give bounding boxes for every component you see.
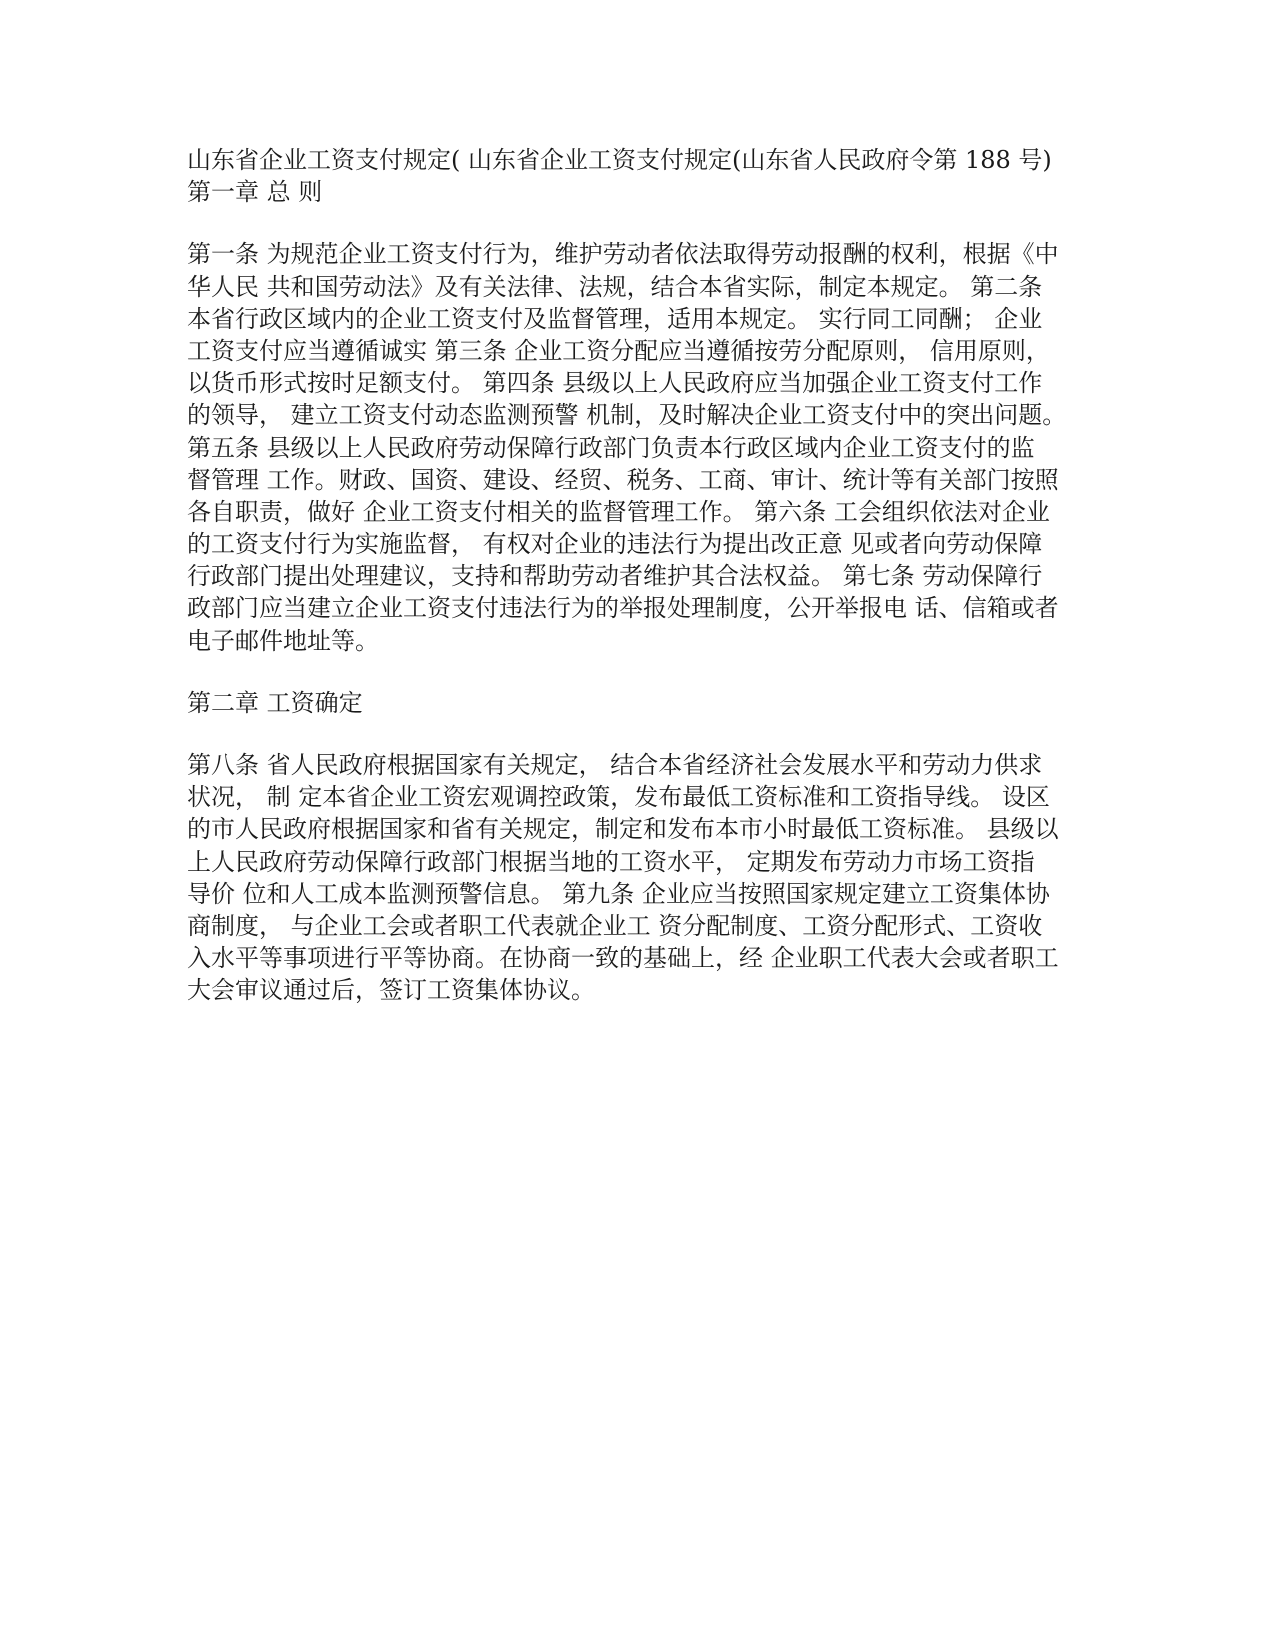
text-line: 本省行政区域内的企业工资支付及监督管理，适用本规定。 实行同工同酬； 企业 — [187, 304, 1043, 333]
paragraph-gap — [187, 657, 1087, 687]
text-line: 第五条 县级以上人民政府劳动保障行政部门负责本行政区域内企业工资支付的监 — [187, 433, 1035, 462]
text-line: 状况， 制 定本省企业工资宏观调控政策，发布最低工资标准和工资指导线。 设区 — [187, 783, 1050, 812]
chapter-1-title: 第一章 总 则 — [187, 178, 323, 207]
text-line: 上人民政府劳动保障行政部门根据当地的工资水平， 定期发布劳动力市场工资指 — [187, 847, 1035, 876]
text-line: 工资支付应当遵循诚实 第三条 企业工资分配应当遵循按劳分配原则， 信用原则， — [187, 336, 1050, 365]
text-line: 华人民 共和国劳动法》及有关法律、法规，结合本省实际，制定本规定。 第二条 — [187, 272, 1043, 301]
paragraph-gap — [187, 719, 1087, 749]
text-line: 入水平等事项进行平等协商。在协商一致的基础上，经 企业职工代表大会或者职工 — [187, 944, 1059, 973]
chapter-2-title: 第二章 工资确定 — [187, 688, 363, 717]
text-line: 商制度， 与企业工会或者职工代表就企业工 资分配制度、工资分配形式、工资收 — [187, 911, 1043, 940]
document-title: 山东省企业工资支付规定( 山东省企业工资支付规定(山东省人民政府令第 188 号) — [187, 146, 1052, 174]
text-line: 的市人民政府根据国家和省有关规定，制定和发布本市小时最低工资标准。 县级以 — [187, 815, 1059, 844]
document-content — [187, 144, 1087, 1007]
chapter-1-paragraph — [187, 238, 1087, 656]
text-line: 政部门应当建立企业工资支付违法行为的举报处理制度，公开举报电 话、信箱或者 — [187, 594, 1059, 623]
text-line: 第八条 省人民政府根据国家有关规定， 结合本省经济社会发展水平和劳动力供求 — [187, 751, 1043, 779]
text-line: 行政部门提出处理建议，支持和帮助劳动者维护其合法权益。 第七条 劳动保障行 — [187, 562, 1043, 591]
text-line: 电子邮件地址等。 — [187, 626, 379, 655]
chapter-2-paragraph — [187, 749, 1087, 1007]
paragraph-gap — [187, 208, 1087, 238]
text-line: 以货币形式按时足额支付。 第四条 县级以上人民政府应当加强企业工资支付工作 — [187, 369, 1043, 398]
text-line: 第一条 为规范企业工资支付行为，维护劳动者依法取得劳动报酬的权利，根据《中 — [187, 240, 1059, 269]
text-line: 督管理 工作。财政、国资、建设、经贸、税务、工商、审计、统计等有关部门按照 — [187, 465, 1059, 494]
text-line: 的工资支付行为实施监督， 有权对企业的违法行为提出改正意 见或者向劳动保障 — [187, 530, 1043, 559]
document-header — [187, 144, 1087, 208]
text-line: 各自职责，做好 企业工资支付相关的监督管理工作。 第六条 工会组织依法对企业 — [187, 497, 1050, 526]
text-line: 的领导， 建立工资支付动态监测预警 机制，及时解决企业工资支付中的突出问题。 — [187, 401, 1067, 430]
text-line: 大会审议通过后，签订工资集体协议。 — [187, 976, 595, 1005]
text-line: 导价 位和人工成本监测预警信息。 第九条 企业应当按照国家规定建立工资集体协 — [187, 879, 1050, 908]
